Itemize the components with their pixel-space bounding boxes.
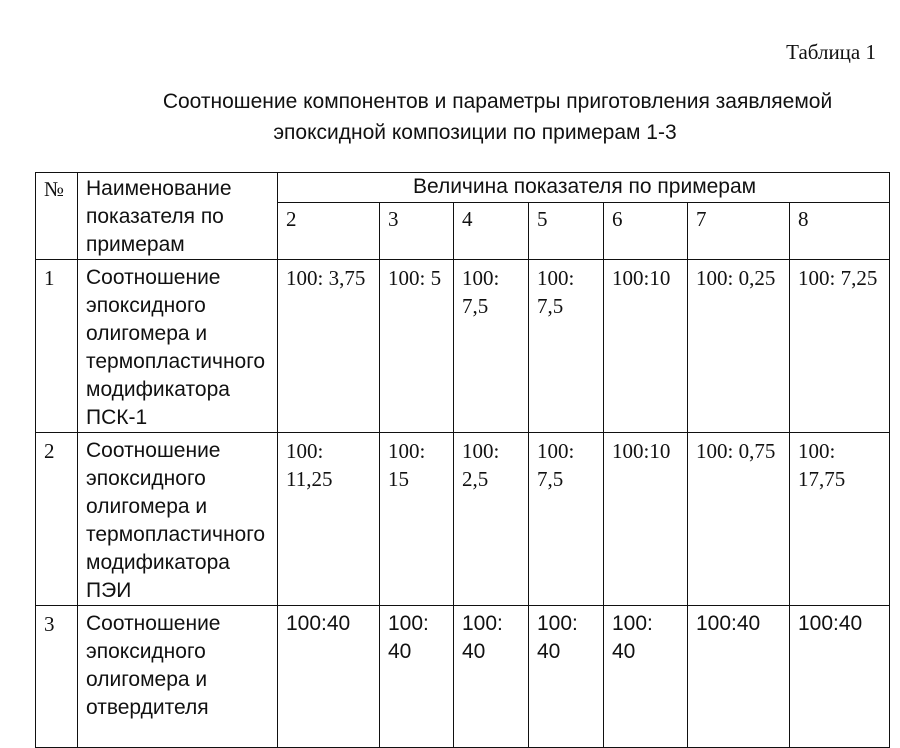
value-cell: 100: 15 [380,433,454,606]
table-row [36,606,890,748]
value-cell: 100: 0,25 [688,260,790,433]
row-number-cell: 3 [36,606,78,748]
column-number-cell: 6 [604,203,688,260]
value-cell: 100:40 [278,606,380,748]
value-cell: 100:10 [604,260,688,433]
value-cell: 100: 5 [380,260,454,433]
column-number-cell: 7 [688,203,790,260]
table-caption-line-2: эпоксидной композиции по примерам 1-3 [273,121,677,144]
value-cell: 100: 40 [604,606,688,748]
value-cell: 100: 40 [454,606,529,748]
column-number-cell: 8 [790,203,890,260]
header-group-cell: Величина показателя по примерам [278,173,890,203]
data-table [35,172,890,748]
column-number-cell: 4 [454,203,529,260]
value-cell: 100: 40 [380,606,454,748]
row-number-cell: 2 [36,433,78,606]
row-name-cell: Соотношение эпоксидного олигомера и отвердителя [78,606,278,748]
value-cell: 100: 3,75 [278,260,380,433]
value-cell: 100:40 [790,606,890,748]
value-cell: 100: 40 [529,606,604,748]
value-cell: 100: 7,5 [529,433,604,606]
table-row [36,433,890,606]
header-number-cell: № [36,173,78,260]
column-number-cell: 2 [278,203,380,260]
value-cell: 100:40 [688,606,790,748]
value-cell: 100: 0,75 [688,433,790,606]
column-number-cell: 3 [380,203,454,260]
value-cell: 100: 11,25 [278,433,380,606]
value-cell: 100: 7,5 [529,260,604,433]
row-name-cell: Соотношение эпоксидного олигомера и термопластичного модификатора ПЭИ [78,433,278,606]
row-name-cell: Соотношение эпоксидного олигомера и термопластичного модификатора ПСК-1 [78,260,278,433]
value-cell: 100: 7,5 [454,260,529,433]
table-row [36,260,890,433]
value-cell: 100: 2,5 [454,433,529,606]
header-name-cell: Наименование показателя по примерам [78,173,278,260]
value-cell: 100:10 [604,433,688,606]
column-number-cell: 5 [529,203,604,260]
header-row-group [36,173,890,203]
row-number-cell: 1 [36,260,78,433]
table-caption-line-1: Соотношение компонентов и параметры приготовления заявляемой [162,90,833,113]
value-cell: 100: 17,75 [790,433,890,606]
table-label: Таблица 1 [786,40,876,64]
value-cell: 100: 7,25 [790,260,890,433]
